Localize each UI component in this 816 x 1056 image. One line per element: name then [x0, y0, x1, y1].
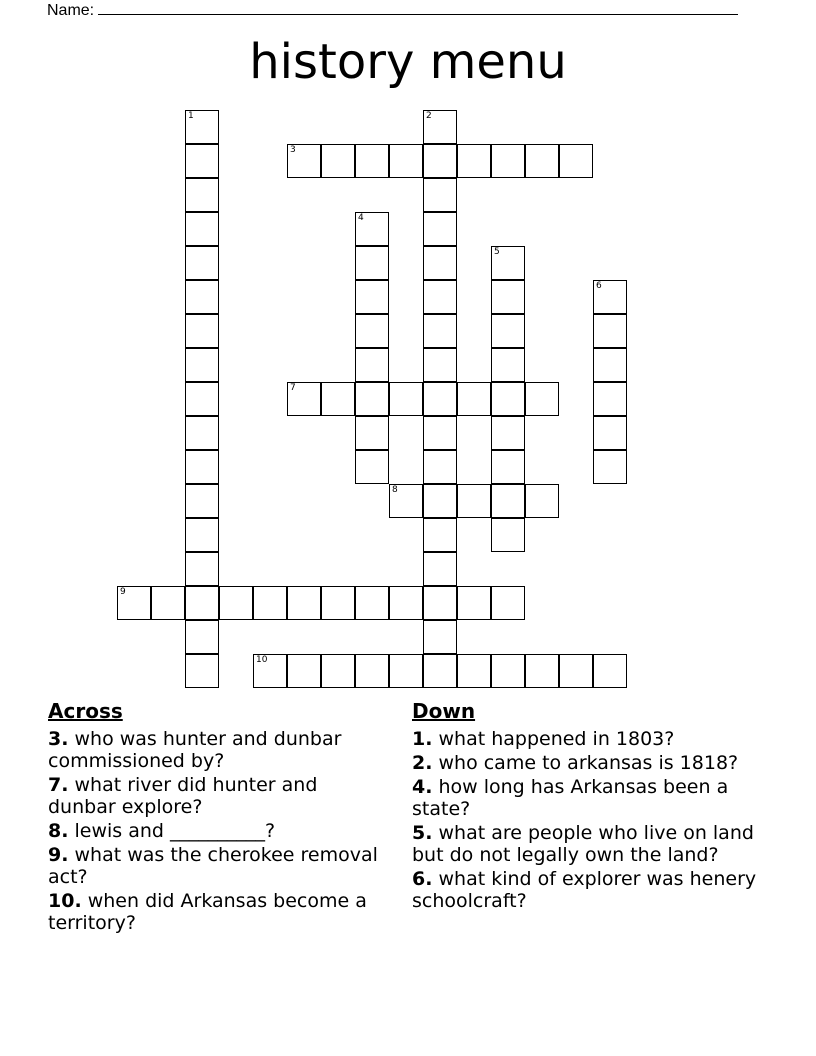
crossword-cell[interactable]	[185, 144, 219, 178]
across-clue	[48, 728, 388, 772]
down-clue-list	[412, 728, 757, 912]
crossword-cell[interactable]	[491, 518, 525, 552]
crossword-cell[interactable]	[185, 348, 219, 382]
crossword-cell[interactable]	[185, 280, 219, 314]
clue-text: what river did hunter and dunbar explore?	[48, 774, 318, 818]
clue-number: 5.	[412, 822, 433, 844]
crossword-cell[interactable]	[423, 450, 457, 484]
cell-number: 5	[494, 247, 500, 257]
page-title: history menu	[249, 34, 567, 90]
clue-text: how long has Arkansas been a state?	[412, 776, 729, 820]
crossword-cell[interactable]	[355, 586, 389, 620]
crossword-cell[interactable]	[559, 144, 593, 178]
crossword-cell[interactable]	[593, 382, 627, 416]
crossword-cell[interactable]	[287, 382, 321, 416]
down-clues	[412, 700, 757, 914]
crossword-cell[interactable]	[355, 144, 389, 178]
crossword-cell[interactable]	[185, 552, 219, 586]
cell-number: 3	[290, 145, 296, 155]
crossword-cell[interactable]	[185, 620, 219, 654]
clue-text: who was hunter and dunbar commissioned by?	[48, 728, 342, 772]
name-underline[interactable]	[98, 0, 738, 15]
crossword-cell[interactable]	[593, 280, 627, 314]
crossword-cell[interactable]	[185, 450, 219, 484]
clue-text: lewis and __________?	[68, 820, 276, 842]
across-clue	[48, 844, 388, 888]
crossword-cell[interactable]	[423, 178, 457, 212]
crossword-cell[interactable]	[593, 314, 627, 348]
crossword-cell[interactable]	[321, 382, 355, 416]
crossword-cell[interactable]	[219, 586, 253, 620]
crossword-cell[interactable]	[423, 314, 457, 348]
crossword-cell[interactable]	[321, 586, 355, 620]
crossword-cell[interactable]	[457, 382, 491, 416]
across-clue	[48, 890, 388, 934]
crossword-cell[interactable]	[355, 416, 389, 450]
crossword-cell[interactable]	[185, 654, 219, 688]
crossword-cell[interactable]	[117, 586, 151, 620]
cell-number: 7	[290, 383, 296, 393]
crossword-cell[interactable]	[423, 518, 457, 552]
clue-text: who came to arkansas is 1818?	[432, 752, 739, 774]
cell-number: 6	[596, 281, 602, 291]
clue-text: what are people who live on land but do not legally own the land?	[412, 822, 754, 866]
crossword-cell[interactable]	[457, 654, 491, 688]
crossword-cell[interactable]	[253, 654, 287, 688]
crossword-cell[interactable]	[185, 518, 219, 552]
crossword-cell[interactable]	[423, 416, 457, 450]
crossword-cell[interactable]	[423, 110, 457, 144]
crossword-cell[interactable]	[525, 382, 559, 416]
cell-number: 9	[120, 587, 126, 597]
clue-number: 10.	[48, 890, 82, 912]
crossword-cell[interactable]	[389, 654, 423, 688]
crossword-cell[interactable]	[491, 314, 525, 348]
crossword-cell[interactable]	[491, 586, 525, 620]
crossword-cell[interactable]	[355, 348, 389, 382]
crossword-cell[interactable]	[423, 348, 457, 382]
crossword-cell[interactable]	[253, 586, 287, 620]
crossword-cell[interactable]	[525, 144, 559, 178]
down-heading: Down	[412, 699, 476, 723]
across-heading: Across	[48, 699, 123, 723]
crossword-cell[interactable]	[525, 654, 559, 688]
crossword-cell[interactable]	[491, 348, 525, 382]
crossword-cell[interactable]	[185, 110, 219, 144]
crossword-cell[interactable]	[423, 552, 457, 586]
name-field[interactable]	[47, 0, 738, 20]
crossword-cell[interactable]	[423, 484, 457, 518]
down-clue	[412, 776, 757, 820]
down-clue	[412, 728, 757, 750]
crossword-cell[interactable]	[321, 654, 355, 688]
crossword-cell[interactable]	[491, 416, 525, 450]
crossword-cell[interactable]	[593, 450, 627, 484]
crossword-cell[interactable]	[185, 586, 219, 620]
clue-number: 2.	[412, 752, 433, 774]
across-clues	[48, 700, 388, 936]
clue-text: what kind of explorer was henery schoolcraft?	[412, 868, 757, 912]
across-clue	[48, 820, 388, 842]
crossword-cell[interactable]	[423, 246, 457, 280]
across-clue	[48, 774, 388, 818]
clue-number: 9.	[48, 844, 69, 866]
crossword-cell[interactable]	[593, 416, 627, 450]
crossword-cell[interactable]	[491, 654, 525, 688]
crossword-cell[interactable]	[355, 246, 389, 280]
across-clue-list	[48, 728, 388, 934]
crossword-cell[interactable]	[355, 212, 389, 246]
crossword-cell[interactable]	[593, 654, 627, 688]
cell-number: 8	[392, 485, 398, 495]
crossword-cell[interactable]	[151, 586, 185, 620]
crossword-cell[interactable]	[423, 144, 457, 178]
crossword-cell[interactable]	[457, 586, 491, 620]
clue-number: 3.	[48, 728, 69, 750]
crossword-cell[interactable]	[423, 212, 457, 246]
crossword-cell[interactable]	[355, 280, 389, 314]
crossword-cell[interactable]	[457, 144, 491, 178]
crossword-cell[interactable]	[287, 144, 321, 178]
cell-number: 2	[426, 111, 432, 121]
crossword-cell[interactable]	[355, 382, 389, 416]
crossword-cell[interactable]	[389, 586, 423, 620]
clue-number: 8.	[48, 820, 69, 842]
crossword-cell[interactable]	[593, 348, 627, 382]
crossword-cell[interactable]	[491, 382, 525, 416]
crossword-cell[interactable]	[389, 144, 423, 178]
crossword-cell[interactable]	[491, 484, 525, 518]
crossword-cell[interactable]	[185, 178, 219, 212]
down-clue	[412, 868, 757, 912]
crossword-cell[interactable]	[423, 620, 457, 654]
cell-number: 10	[256, 655, 268, 665]
clue-number: 7.	[48, 774, 69, 796]
crossword-cell[interactable]	[185, 212, 219, 246]
down-clue	[412, 822, 757, 866]
crossword-cell[interactable]	[491, 450, 525, 484]
crossword-cell[interactable]	[355, 450, 389, 484]
clue-number: 6.	[412, 868, 433, 890]
crossword-cell[interactable]	[491, 246, 525, 280]
clue-text: when did Arkansas become a territory?	[48, 890, 367, 934]
crossword-cell[interactable]	[389, 484, 423, 518]
crossword-cell[interactable]	[423, 654, 457, 688]
clue-text: what happened in 1803?	[432, 728, 675, 750]
crossword-cell[interactable]	[525, 484, 559, 518]
clue-text: what was the cherokee removal act?	[48, 844, 378, 888]
clue-number: 1.	[412, 728, 433, 750]
crossword-cell[interactable]	[423, 280, 457, 314]
crossword-cell[interactable]	[185, 416, 219, 450]
crossword-cell[interactable]	[185, 246, 219, 280]
crossword-cell[interactable]	[287, 654, 321, 688]
crossword-cell[interactable]	[491, 144, 525, 178]
crossword-cell[interactable]	[389, 382, 423, 416]
name-label: Name:	[47, 2, 95, 19]
crossword-cell[interactable]	[355, 314, 389, 348]
crossword-cell[interactable]	[185, 382, 219, 416]
crossword-cell[interactable]	[185, 314, 219, 348]
crossword-cell[interactable]	[423, 586, 457, 620]
crossword-cell[interactable]	[185, 484, 219, 518]
down-clue	[412, 752, 757, 774]
crossword-cell[interactable]	[287, 586, 321, 620]
crossword-cell[interactable]	[423, 382, 457, 416]
cell-number: 4	[358, 213, 364, 223]
crossword-cell[interactable]	[321, 144, 355, 178]
crossword-cell[interactable]	[355, 654, 389, 688]
crossword-cell[interactable]	[491, 280, 525, 314]
clue-number: 4.	[412, 776, 433, 798]
cell-number: 1	[188, 111, 194, 121]
crossword-cell[interactable]	[457, 484, 491, 518]
crossword-cell[interactable]	[559, 654, 593, 688]
